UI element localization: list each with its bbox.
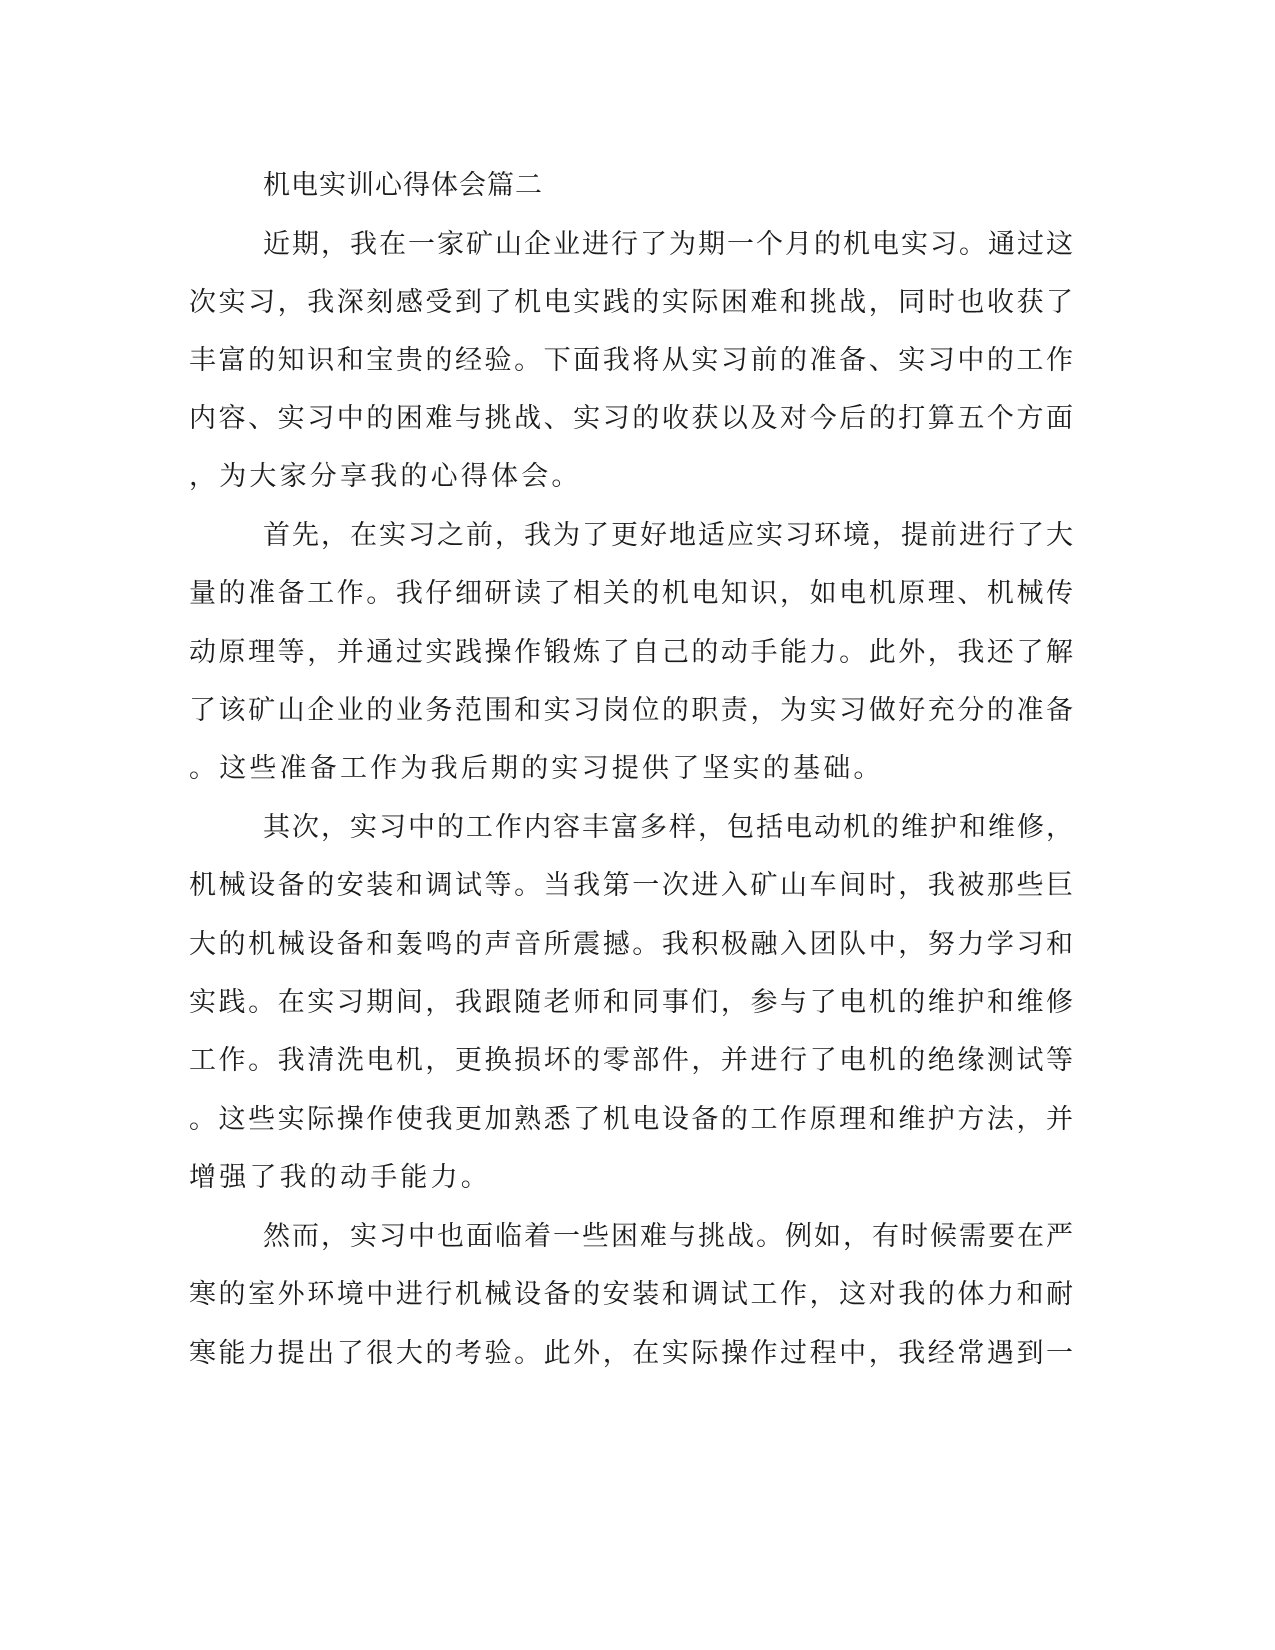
text-line: 机械设备的安装和调试等。当我第一次进入矿山车间时，我被那些巨: [189, 870, 1073, 901]
text-line: 增强了我的动手能力。: [189, 1162, 491, 1193]
text-line: 内容、实习中的困难与挑战、实习的收获以及对今后的打算五个方面: [189, 403, 1073, 434]
text-line: 工作。我清洗电机，更换损坏的零部件，并进行了电机的绝缘测试等: [189, 1045, 1073, 1076]
text-line: 。这些实际操作使我更加熟悉了机电设备的工作原理和维护方法，并: [189, 1104, 1073, 1135]
text-line: 大的机械设备和轰鸣的声音所震撼。我积极融入团队中，努力学习和: [189, 929, 1073, 960]
text-line: 动原理等，并通过实践操作锻炼了自己的动手能力。此外，我还了解: [189, 637, 1073, 668]
document-title: 机电实训心得体会篇二: [263, 170, 543, 201]
text-line: 寒能力提出了很大的考验。此外，在实际操作过程中，我经常遇到一: [189, 1338, 1073, 1369]
text-line: 量的准备工作。我仔细研读了相关的机电知识，如电机原理、机械传: [189, 578, 1073, 609]
text-line: 然而，实习中也面临着一些困难与挑战。例如，有时候需要在严: [263, 1221, 1073, 1252]
text-line: 丰富的知识和宝贵的经验。下面我将从实习前的准备、实习中的工作: [189, 345, 1073, 376]
text-line: 其次，实习中的工作内容丰富多样，包括电动机的维护和维修，: [263, 812, 1073, 843]
text-line: 寒的室外环境中进行机械设备的安装和调试工作，这对我的体力和耐: [189, 1279, 1073, 1310]
text-line: 次实习，我深刻感受到了机电实践的实际困难和挑战，同时也收获了: [189, 287, 1073, 318]
text-line: 实践。在实习期间，我跟随老师和同事们，参与了电机的维护和维修: [189, 987, 1073, 1018]
text-line: 近期，我在一家矿山企业进行了为期一个月的机电实习。通过这: [263, 229, 1073, 260]
text-line: 首先，在实习之前，我为了更好地适应实习环境，提前进行了大: [263, 520, 1073, 551]
text-line: 了该矿山企业的业务范围和实习岗位的职责，为实习做好充分的准备: [189, 695, 1073, 726]
text-line: ，为大家分享我的心得体会。: [189, 461, 582, 492]
text-line: 。这些准备工作为我后期的实习提供了坚实的基础。: [189, 753, 884, 784]
